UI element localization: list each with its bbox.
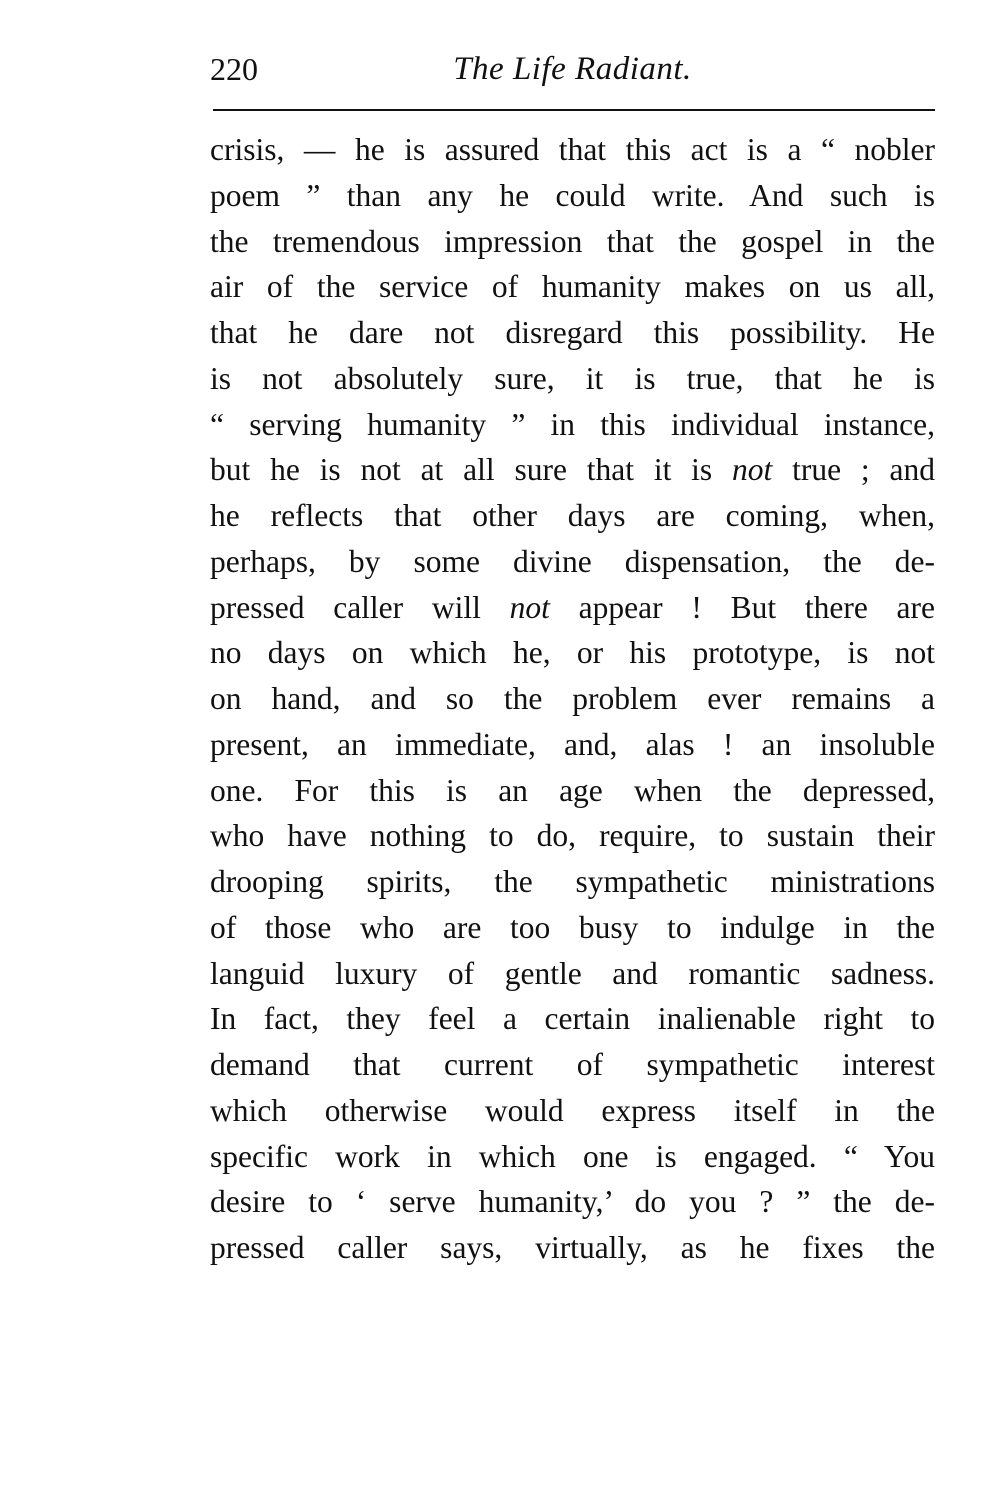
text-line: drooping spirits, the sympathetic ministrations: [210, 864, 935, 899]
text-line: desire to ‘ serve humanity,’ do you ? ” the de-: [210, 1184, 935, 1220]
italic-emphasis: not: [732, 452, 773, 488]
text-line: is not absolutely sure, it is true, that he is: [210, 360, 935, 396]
text-line: demand that current of sympathetic interest: [210, 1047, 935, 1082]
running-title: The Life Radiant.: [453, 51, 692, 87]
text-line: of those who are too busy to indulge in the: [210, 909, 935, 945]
text-line: poem ” than any he could write. And such is: [210, 177, 935, 213]
text-line: languid luxury of gentle and romantic sadness.: [210, 955, 935, 991]
text-line: present, an immediate, and, alas ! an insoluble: [210, 726, 935, 762]
text-line: one. For this is an age when the depressed,: [210, 772, 935, 808]
text-line: In fact, they feel a certain inalienable right to: [210, 1001, 935, 1037]
text-line: the tremendous impression that the gospel in the: [210, 223, 935, 259]
running-head: [210, 44, 935, 94]
text-line: specific work in which one is engaged. “ You: [210, 1138, 935, 1174]
text-line: air of the service of humanity makes on us all,: [210, 269, 935, 305]
italic-emphasis: not: [509, 589, 550, 625]
text-line: crisis, — he is assured that this act is a “ nobler: [210, 132, 935, 167]
text-line: that he dare not disregard this possibility. He: [210, 315, 935, 350]
text-line: which otherwise would express itself in the: [210, 1092, 935, 1128]
text-line: he reflects that other days are coming, when,: [210, 498, 935, 533]
text-line: “ serving humanity ” in this individual instance,: [210, 406, 935, 442]
page-number: 220: [210, 51, 258, 87]
text-line: perhaps, by some divine dispensation, the de-: [210, 543, 935, 579]
text-line: no days on which he, or his prototype, is not: [210, 635, 935, 671]
text-line: pressed caller will not appear ! But there are: [210, 589, 935, 625]
header-rule: [213, 109, 935, 111]
body-text: [210, 127, 935, 1271]
text-line: who have nothing to do, require, to sustain their: [210, 818, 935, 854]
text-line: on hand, and so the problem ever remains a: [210, 681, 935, 716]
text-line: pressed caller says, virtually, as he fixes the: [210, 1230, 935, 1265]
text-line: but he is not at all sure that it is not true ; and: [210, 452, 935, 488]
